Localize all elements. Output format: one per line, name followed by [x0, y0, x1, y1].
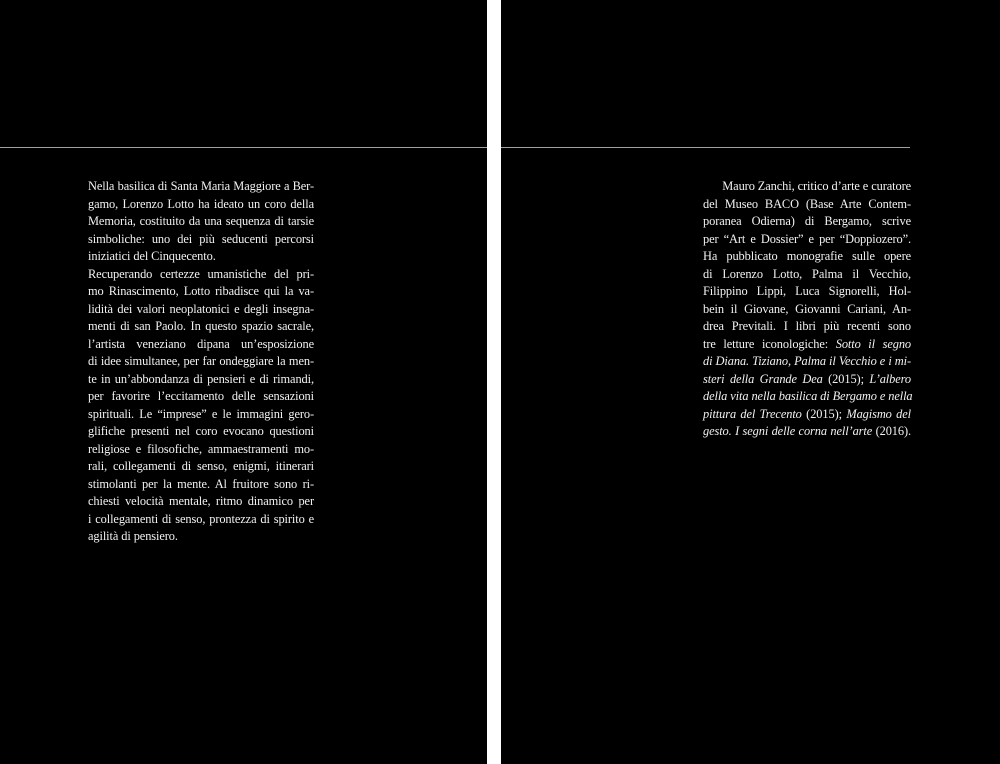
text-line: Filippino Lippi, Luca Signorelli, Hol- [703, 284, 911, 298]
book-title: di Diana. Tiziano, Palma il Vecchio e i mi- [703, 354, 911, 368]
page-spine [487, 0, 501, 764]
text-line: iniziatici del Cinquecento. [88, 249, 216, 263]
text-line: religiose e filosofiche, ammaestramenti mo- [88, 441, 314, 456]
book-year: (2015); [806, 406, 842, 421]
right-page [501, 0, 1000, 764]
book-title: Sotto il segno [835, 336, 912, 351]
text-line: Mauro Zanchi, critico d’arte e curatore [722, 179, 911, 193]
text-line: te in un’abbondanza di pensieri e di rimandi, [88, 371, 314, 386]
book-title: gesto. I segni delle corna nell’arte [703, 424, 873, 438]
text-line: poranea Odierna) di Bergamo, scrive [703, 214, 911, 228]
book-year: (2015); [828, 371, 864, 386]
text-line: Memoria, costituito da una sequenza di tarsie [88, 214, 314, 228]
text-line [703, 388, 911, 406]
book-title: L’albero [869, 371, 912, 386]
book-title: steri della Grande Dea [703, 371, 823, 386]
text-line: di idee simultanee, per far ondeggiare la men- [88, 354, 314, 368]
text-line: del Museo BACO (Base Arte Contem- [703, 196, 911, 211]
right-gold-rule [501, 147, 910, 148]
text-line: per “Art e Dossier” e per “Doppiozero”. [703, 231, 911, 246]
text-line: menti di san Paolo. In questo spazio sacrale, [88, 319, 314, 333]
text-line: Recuperando certezze umanistiche del pri- [88, 266, 314, 281]
text-line: drea Previtali. I libri più recenti sono [703, 319, 911, 333]
text-line: chiesti velocità mentale, ritmo dinamico per [88, 494, 314, 508]
text-line: Ha pubblicato monografie sulle opere [703, 249, 911, 263]
text-line [703, 353, 911, 371]
book-title: della vita nella basilica di Bergamo e nella [703, 389, 913, 403]
text-line: Nella basilica di Santa Maria Maggiore a Ber- [88, 179, 314, 193]
text-line: l’artista veneziano dipana un’esposizione [88, 336, 314, 351]
text-line: spirituali. Le “imprese” e le immagini gero- [88, 406, 314, 421]
text-line: stimolanti per la mente. Al fruitore sono ri- [88, 476, 314, 491]
book-title: pittura del Trecento [703, 406, 802, 421]
text-line: rali, collegamenti di senso, enigmi, itinerari [88, 459, 314, 473]
text-line: agilità di pensiero. [88, 529, 178, 543]
text-line: lidità dei valori neoplatonici e degli insegna- [88, 301, 314, 316]
text-line [703, 406, 911, 424]
book-title: Magismo del [846, 406, 912, 421]
author-bio-text [703, 178, 911, 441]
text-line: gamo, Lorenzo Lotto ha ideato un coro della [88, 196, 314, 211]
text-line: per favorire l’eccitamento delle sensazioni [88, 389, 314, 403]
text-line [703, 371, 911, 389]
left-gold-rule [0, 147, 487, 148]
text-line [703, 336, 911, 354]
left-page [0, 0, 487, 764]
text-line: mo Rinascimento, Lotto ribadisce qui la va- [88, 284, 314, 298]
book-year: (2016). [875, 424, 912, 438]
text-line: glifiche presenti nel coro evocano questioni [88, 424, 314, 438]
text-line: simboliche: uno dei più seducenti percorsi [88, 231, 314, 246]
text-fragment: tre letture iconologiche: [703, 336, 829, 351]
text-line [703, 423, 911, 441]
text-line: di Lorenzo Lotto, Palma il Vecchio, [703, 266, 911, 281]
left-page-text [88, 178, 314, 546]
text-line: bein il Giovane, Giovanni Cariani, An- [703, 301, 911, 316]
text-line: i collegamenti di senso, prontezza di spirito e [88, 511, 314, 526]
